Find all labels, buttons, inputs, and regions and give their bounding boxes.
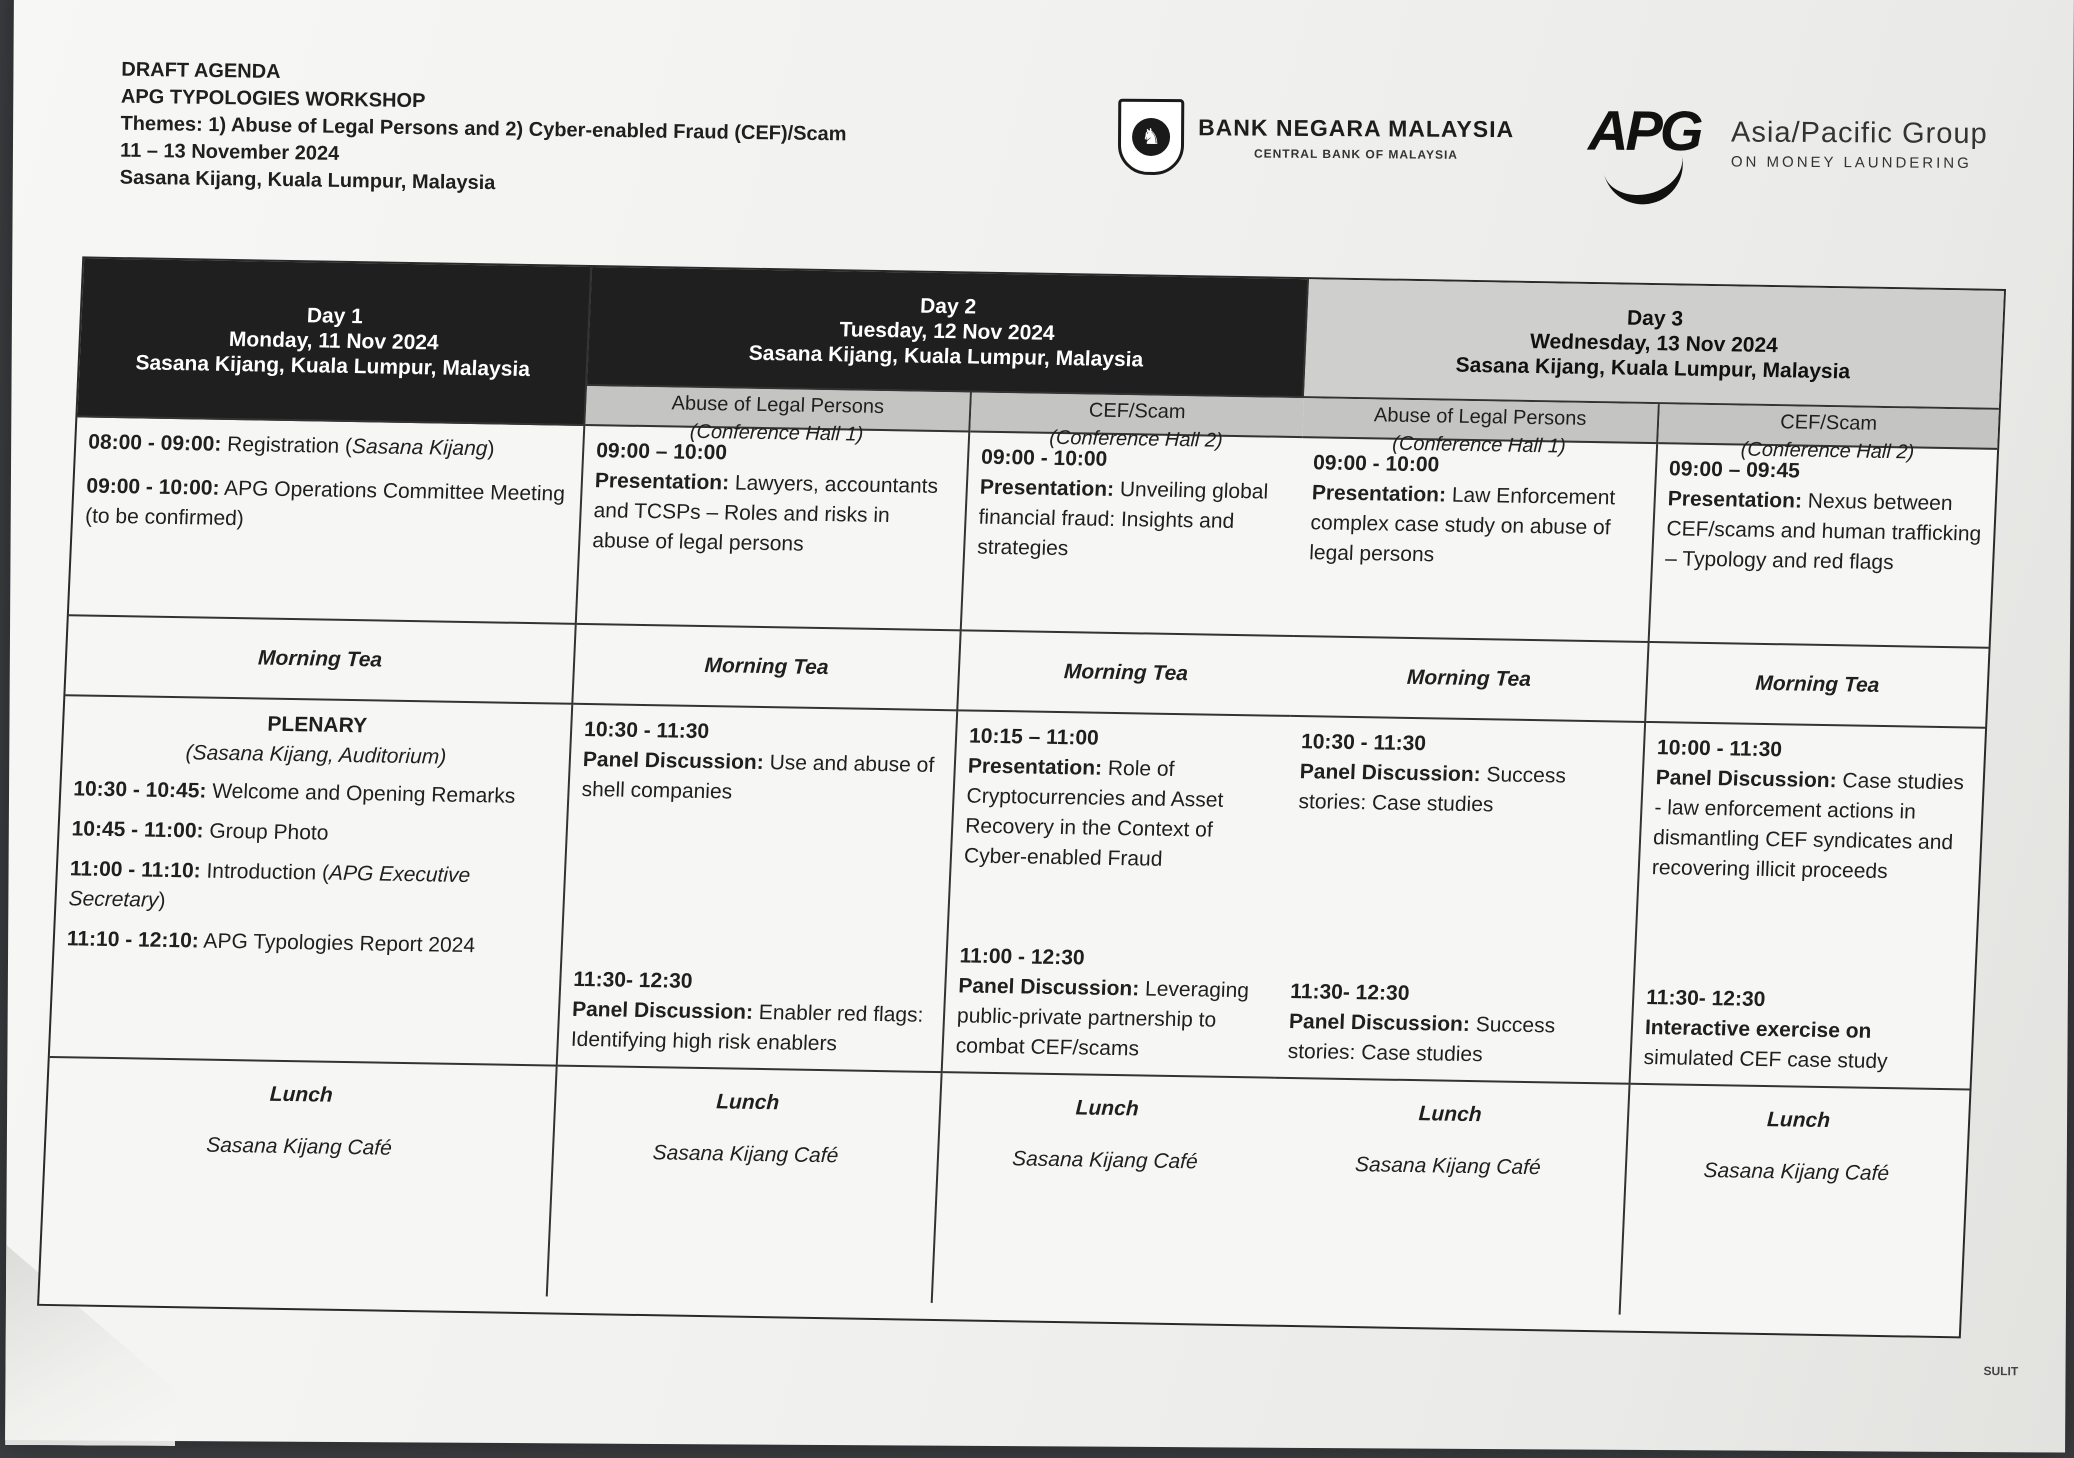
day1-header: Day 1 Monday, 11 Nov 2024 Sasana Kijang, Kuala Lumpur, Malaysia — [77, 258, 592, 426]
classification-mark: SULIT — [1983, 1364, 2019, 1379]
morning-tea: Morning Tea — [1646, 643, 1988, 729]
session-cell: 10:30 - 11:30 Panel Discussion: Success stories: Case studies 11:30- 12:30 Panel Discussion: Success stories: Case studies — [1275, 717, 1647, 1085]
session-cell: 09:00 – 10:00 Presentation: Lawyers, accountants and TCSPs – Roles and risks in abuse of legal persons — [577, 426, 971, 631]
themes-line: Themes: 1) Abuse of Legal Persons and 2) Cyber-enabled Fraud (CEF)/Scam — [120, 112, 847, 146]
day1-morning-sessions: 08:00 - 09:00: Registration (Sasana Kijang) 09:00 - 10:00: APG Operations Committee Meeting (to be confirmed) — [69, 417, 586, 624]
bnm-logo — [1118, 99, 1515, 177]
lunch-cell: Lunch Sasana Kijang Café — [548, 1067, 943, 1303]
morning-tea: Morning Tea — [958, 631, 1293, 717]
session-cell: 09:00 - 10:00 Presentation: Unveiling global financial fraud: Insights and strategies — [962, 432, 1303, 637]
lunch-cell: Lunch Sasana Kijang Café — [1265, 1079, 1631, 1315]
bnm-name: BANK NEGARA MALAYSIA — [1198, 114, 1515, 143]
track-header: Abuse of Legal Persons (Conference Hall 1) — [1302, 398, 1660, 444]
plenary-venue: (Sasana Kijang, Auditorium) — [185, 741, 447, 769]
plenary-cell — [50, 696, 574, 1066]
session-cell: 10:15 – 11:00 Presentation: Role of Cryptocurrencies and Asset Recovery in the Context of Cyber-enabled Fraud 11:00 - 12:30 Panel Discussion: Leveraging public-private partnership to combat CEF/scams — [943, 711, 1291, 1078]
plenary-item: 11:00 - 11:10: Introduction (APG Executive Secretary) — [68, 857, 471, 912]
session-cell: 10:00 - 11:30 Panel Discussion: Case studies - law enforcement actions in dismantling CEF syndicates and recovering illicit proceeds 11:30- 12:30 Interactive exercise on simulated CEF case study — [1631, 723, 1986, 1091]
session-cell: 09:00 – 09:45 Presentation: Nexus between CEF/scams and human trafficking – Typology and red flags — [1650, 444, 1998, 649]
plenary-item: 10:45 - 11:00: Group Photo — [71, 817, 329, 845]
lunch-cell: Lunch Sasana Kijang Café — [1011, 1096, 1199, 1174]
day3-header: Day 3 Wednesday, 13 Nov 2024 Sasana Kijang, Kuala Lumpur, Malaysia — [1304, 279, 2004, 410]
plenary-item: 11:10 - 12:10: APG Typologies Report 2024 — [66, 927, 476, 958]
workshop-title: APG TYPOLOGIES WORKSHOP — [120, 85, 426, 113]
apg-mark-icon: APG — [1588, 90, 1704, 201]
apg-logo — [1588, 90, 1988, 202]
session-cell: 10:30 - 11:30 Panel Discussion: Use and abuse of shell companies 11:30- 12:30 Panel Discussion: Enabler red flags: Identifying high risk enablers — [558, 705, 959, 1073]
draft-label: DRAFT AGENDA — [121, 58, 281, 84]
session-cell: 09:00 - 10:00 Presentation: Law Enforcement complex case study on abuse of legal persons — [1294, 438, 1659, 643]
track-header: Abuse of Legal Persons (Conference Hall 1) — [585, 386, 972, 432]
day2-header: Day 2 Tuesday, 12 Nov 2024 Sasana Kijang, Kuala Lumpur, Malaysia — [587, 267, 1309, 398]
bnm-shield-icon: ♞ — [1118, 99, 1184, 175]
agenda-table — [37, 256, 2006, 1338]
morning-tea: Morning Tea — [65, 616, 576, 705]
lunch-cell: Lunch Sasana Kijang Café — [1703, 1108, 1890, 1186]
apg-name: Asia/Pacific Group — [1731, 116, 1988, 151]
track-header: CEF/Scam (Conference Hall 2) — [970, 393, 1304, 439]
document-page — [5, 0, 2074, 1453]
apg-subtitle: ON MONEY LAUNDERING — [1730, 153, 1972, 172]
morning-tea: Morning Tea — [573, 625, 961, 711]
plenary-item: 10:30 - 10:45: Welcome and Opening Remarks — [72, 777, 516, 808]
track-header: CEF/Scam (Conference Hall 2) — [1658, 404, 1999, 450]
bnm-subtitle: CENTRAL BANK OF MALAYSIA — [1253, 146, 1459, 162]
dates-line: 11 – 13 November 2024 — [119, 139, 340, 165]
venue-line: Sasana Kijang, Kuala Lumpur, Malaysia — [119, 166, 496, 195]
lunch-cell: Lunch Sasana Kijang Café — [40, 1058, 558, 1296]
morning-tea: Morning Tea — [1290, 637, 1649, 723]
plenary-title: PLENARY — [266, 712, 368, 738]
agenda-header — [120, 57, 848, 203]
